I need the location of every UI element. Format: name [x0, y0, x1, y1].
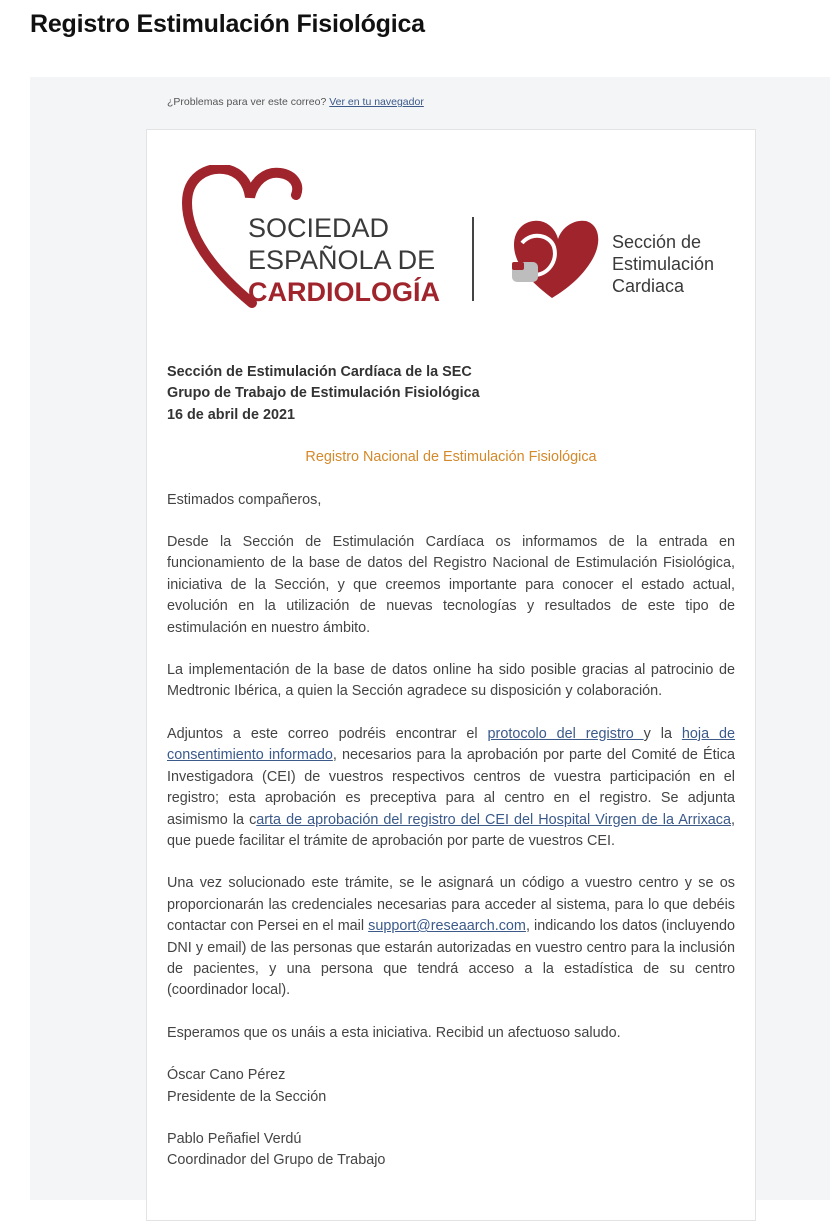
sec-logo-line3: CARDIOLOGÍA	[248, 277, 440, 307]
support-email-link[interactable]: support@reseaarch.com	[368, 918, 526, 935]
header-line-section: Sección de Estimulación Cardíaca de la SEC	[167, 364, 472, 380]
signature-name: Pablo Peñafiel Verdú	[167, 1130, 302, 1147]
email-body	[167, 362, 735, 1172]
sec-logo-line1: SOCIEDAD	[248, 213, 390, 243]
protocol-link[interactable]: protocolo del registro	[487, 725, 644, 742]
header-line-date: 16 de abril de 2021	[167, 406, 295, 423]
logo-banner	[182, 165, 742, 310]
greeting: Estimados compañeros,	[167, 491, 322, 508]
view-in-browser-link[interactable]: Ver en tu navegador	[329, 96, 424, 108]
paragraph-closing: Esperamos que os unáis a esta iniciativa. Recibid un afectuoso saludo.	[167, 1024, 621, 1041]
paragraph-intro: Desde la Sección de Estimulación Cardíaca os informamos de la entrada en funcionamiento de la base de datos del Registro Nacional de Estimulación Fisiológica, iniciativa de la Sección, y que creemos importante para conocer el estado actual, evolución en la utilización de nuevas tecnologías y resultados de este tipo de estimulación en nuestro ámbito.	[167, 534, 735, 636]
section-logo-line2: Estimulación	[612, 254, 715, 274]
header-line-group: Grupo de Trabajo de Estimulación Fisiológica	[167, 385, 480, 402]
consent-form-link[interactable]: hoja de consentimiento informado	[167, 725, 735, 764]
signature-role: Presidente de la Sección	[167, 1088, 327, 1105]
credentials-text-2: , indicando los datos (incluyendo DNI y email) de las personas que estarán autorizadas en vuestro centro para la inclusión de pacientes, y una persona que tendrá acceso a la estadística de su centro (coordinador local).	[167, 918, 735, 999]
approval-letter-link[interactable]: arta de aprobación del registro del CEI del Hospital Virgen de la Arrixaca	[256, 811, 731, 828]
attachments-text-1: Adjuntos a este correo podréis encontrar el	[167, 725, 488, 742]
paragraph-credentials	[167, 873, 735, 1001]
signature-president	[167, 1065, 735, 1108]
credentials-text-1: Una vez solucionado este trámite, se le asignará un código a vuestro centro y se os proporcionarán las credenciales necesarias para acceder al sistema, para lo que debéis contactar con Persei en el mail	[167, 875, 735, 935]
sec-logo-line2: ESPAÑOLA DE	[248, 245, 436, 275]
preheader-text: ¿Problemas para ver este correo?	[167, 96, 327, 108]
email-header	[167, 362, 735, 426]
section-heart-icon	[512, 221, 598, 298]
paragraph-attachments	[167, 724, 735, 852]
section-logo-line1: Sección de	[612, 232, 702, 252]
signature-role: Coordinador del Grupo de Trabajo	[167, 1152, 386, 1169]
attachments-text-2: y la	[643, 725, 682, 742]
logo-banner-svg	[182, 165, 742, 310]
attachments-text-3: , necesarios para la aprobación por parte del Comité de Ética Investigadora (CEI) de vuestros respectivos centros de vuestra participación en el registro; esta aprobación es preceptiva para al centro en el registro. Se adjunta asimismo la c	[167, 747, 735, 828]
signature-name: Óscar Cano Pérez	[167, 1067, 286, 1084]
attachments-text-4: , que puede facilitar el trámite de aprobación por parte de vuestros CEI.	[167, 811, 735, 849]
preheader	[167, 96, 424, 108]
paragraph-sponsor: La implementación de la base de datos online ha sido posible gracias al patrocinio de Medtronic Ibérica, a quien la Sección agradece su disposición y colaboración.	[167, 662, 735, 700]
signature-coordinator	[167, 1129, 735, 1172]
registry-title: Registro Nacional de Estimulación Fisiológica	[305, 449, 597, 466]
section-logo-line3: Cardiaca	[612, 276, 685, 296]
page-title: Registro Estimulación Fisiológica	[30, 10, 425, 38]
